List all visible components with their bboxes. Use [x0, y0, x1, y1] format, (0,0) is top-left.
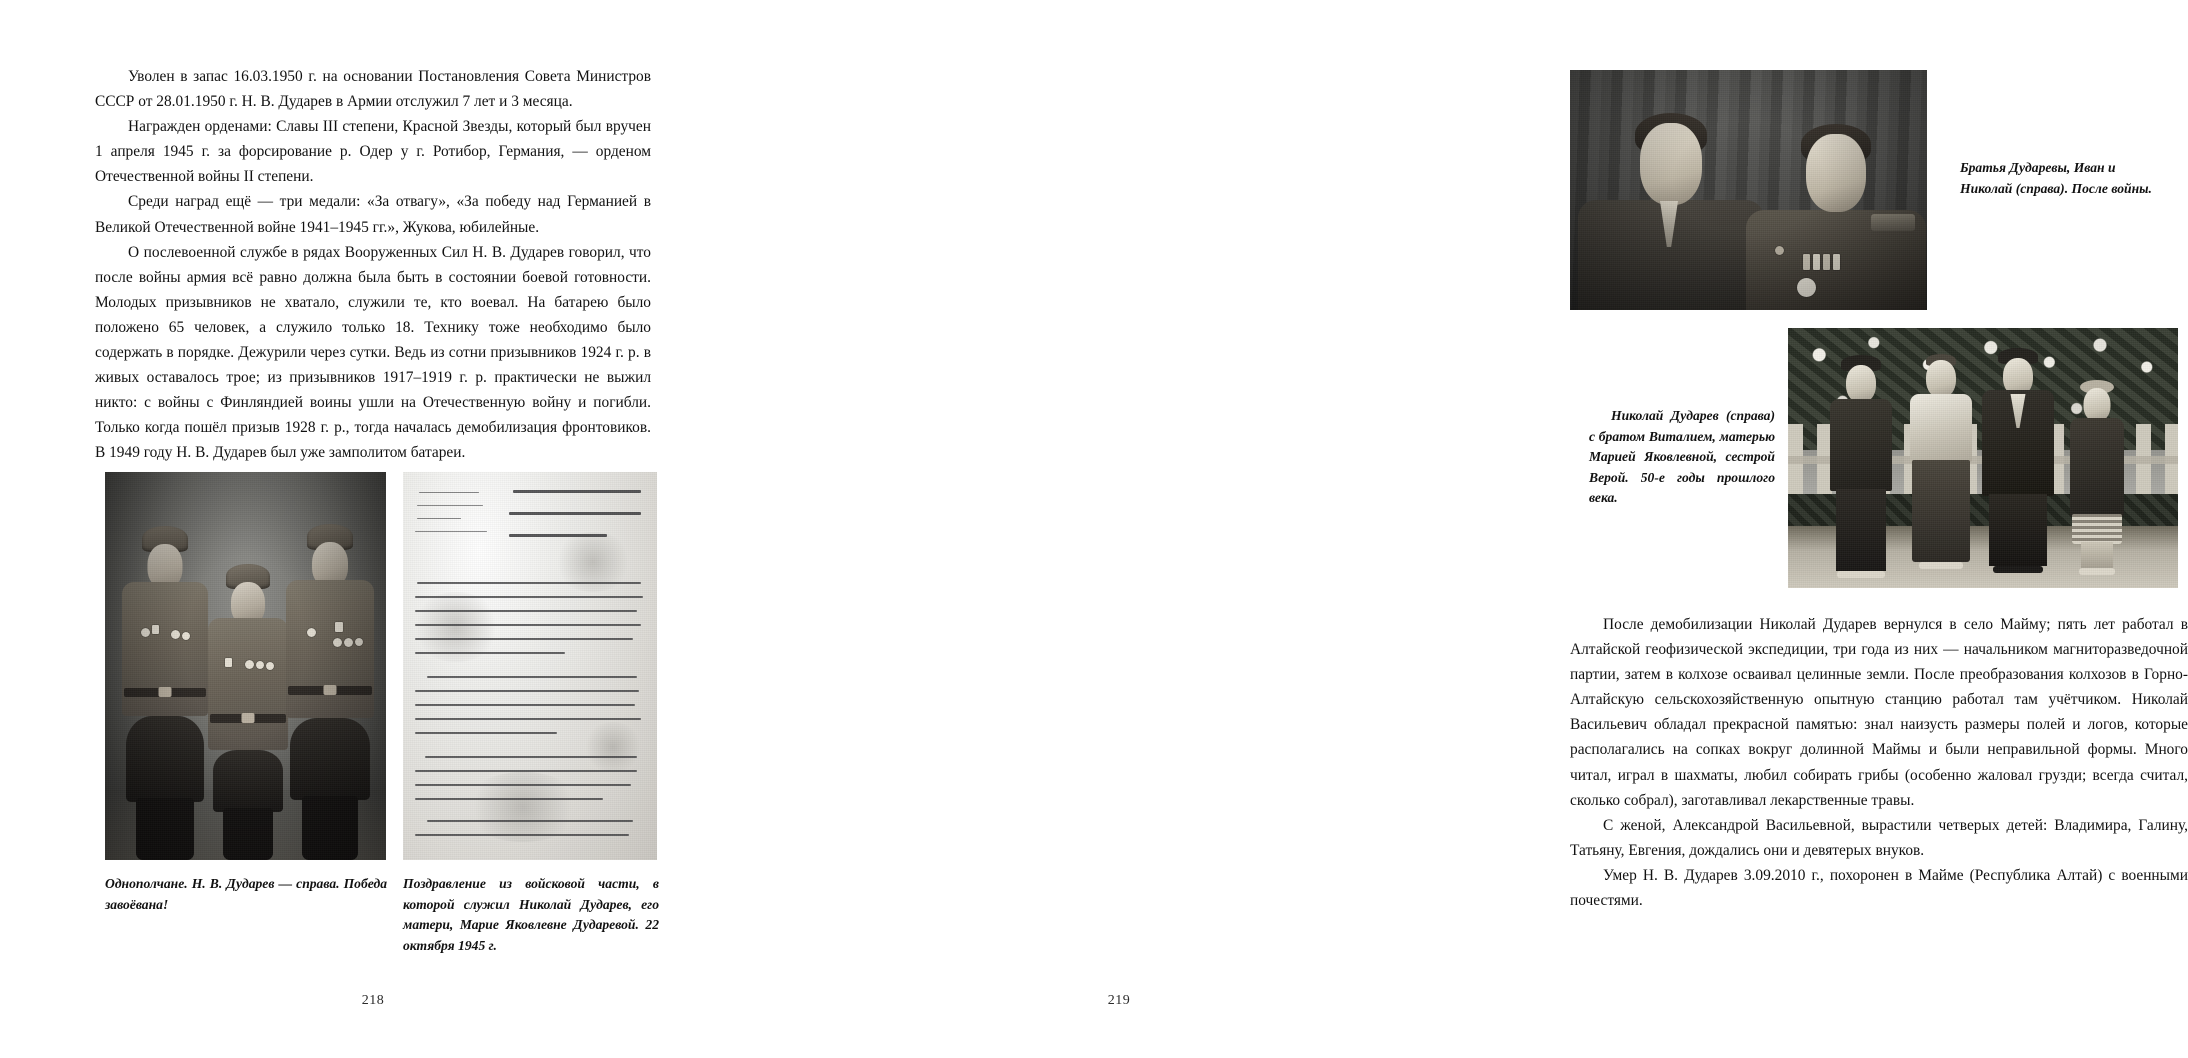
figure-brother-right — [1745, 110, 1927, 310]
caption-text: Николай Дударев (справа) с братом Виталием, матерью Марией Яковлевной, сестрой Верой. 50-е годы прошлого века. — [1589, 408, 1775, 505]
paragraph: О послевоенной службе в рядах Вооруженных Сил Н. В. Дударев говорил, что после войны армия всё равно должна была быть в состоянии боевой готовности. Молодых призывников не хватало, служили те, кто воевал. На батарею было положено 65 человек, а служило только 18. Технику тоже необходимо было содержать в порядке. Дежурили через сутки. Ведь из сотни призывников 1924 г. р. в живых оставалось трое; из призывников 1917–1919 г. р. практически не выжил никто: с войны с Финляндией воины ушли на Отечественную войну и погибли. Только когда пошёл призыв 1928 г. р., тогда началась демобилизация фронтовиков. В 1949 году Н. В. Дударев был уже замполитом батареи. — [95, 243, 651, 462]
caption-photo-letter — [403, 874, 659, 956]
figure-family-mother — [1906, 350, 1976, 580]
paragraph: Среди наград ещё — три медали: «За отвагу», «За победу над Германией в Великой Отечественной войне 1941–1945 гг.», Жукова, юбилейные. — [95, 193, 651, 236]
caption-photo-soldiers-three — [105, 874, 387, 915]
right-page-body-text — [1570, 612, 2188, 913]
photo-soldiers-three — [105, 472, 386, 860]
paragraph: С женой, Александрой Васильевной, вырастили четверых детей: Владимира, Галину, Татьяну, Евгения, дождались они и девятерых внуков. — [1570, 816, 2188, 859]
caption-photo-brothers — [1960, 158, 2156, 199]
figure-family-brother — [1980, 348, 2056, 580]
folio-left: 218 — [361, 993, 385, 1008]
figure-soldier-left — [119, 520, 211, 860]
paragraph: Уволен в запас 16.03.1950 г. на основании Постановления Совета Министров СССР от 28.01.1950 г. Н. В. Дударев в Армии отслужил 7 лет и 3 месяца. — [95, 68, 651, 111]
paragraph: Умер Н. В. Дударев 3.09.2010 г., похоронен в Майме (Республика Алтай) с военными почестями. — [1570, 866, 2188, 910]
caption-text: Однополчане. Н. В. Дударев — справа. Победа завоёвана! — [105, 876, 387, 912]
figure-soldier-center — [205, 528, 291, 860]
folio-right: 219 — [1107, 993, 1131, 1008]
figure-family-sister — [2066, 370, 2128, 580]
page-left — [0, 0, 746, 1058]
caption-text: Братья Дударевы, Иван и Николай (справа). После войны. — [1960, 160, 2152, 196]
left-page-body-text — [95, 64, 651, 466]
photo-letter — [403, 472, 657, 860]
page-right — [746, 0, 2188, 1058]
figure-soldier-right — [283, 516, 377, 860]
caption-photo-family — [1589, 406, 1775, 509]
caption-text: Поздравление из войсковой части, в которой служил Николай Дударев, его матери, Марие Яковлевне Дударевой. 22 октября 1945 г. — [403, 876, 659, 953]
figure-brother-left — [1576, 105, 1766, 310]
paragraph: Награжден орденами: Славы III степени, Красной Звезды, который был вручен 1 апреля 1945 г. за форсирование р. Одер у г. Ротибор, Германия, — орденом Отечественной войны II степени. — [95, 118, 651, 186]
photo-family — [1788, 328, 2178, 588]
figure-family-son — [1828, 355, 1894, 580]
paragraph: После демобилизации Николай Дударев вернулся в село Майму; пять лет работал в Алтайской геофизической экспедиции, три года из них — начальником магниторазведочной партии, затем в колхозе осваивал целинные земли. После преобразования колхозов в Горно-Алтайскую сельскохозяйственную опытную станцию работал там учётчиком. Николай Васильевич обладал прекрасной памятью: знал наизусть размеры полей и логов, которые располагались на сопках вокруг долинной Маймы и были неправильной формы. Много читал, играл в шахматы, любил собирать грибы (особенно жаловал грузди; всегда считал, сколько собрал), заготавливал лекарственные травы. — [1570, 616, 2188, 809]
photo-brothers — [1570, 70, 1927, 310]
